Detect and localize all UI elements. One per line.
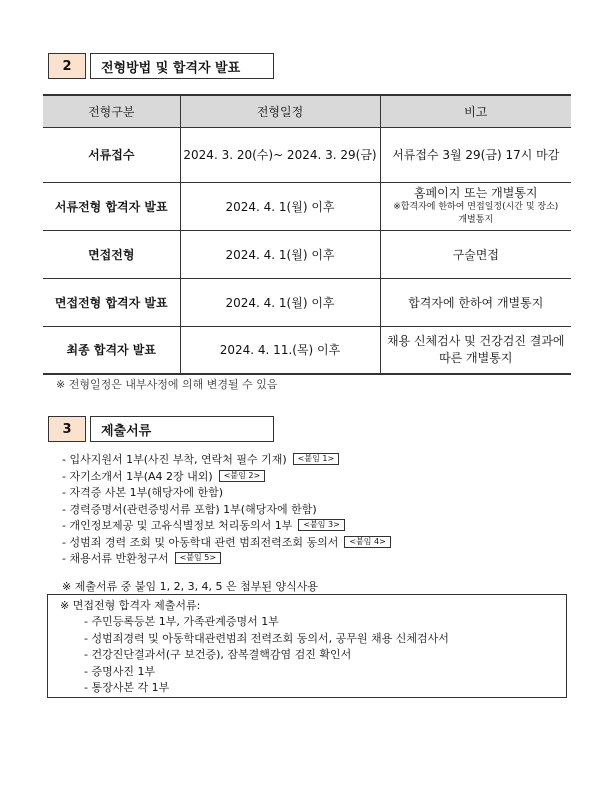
table-row <box>43 127 571 182</box>
interview-documents-box <box>47 594 567 698</box>
category-cell: 면접전형 <box>43 230 180 278</box>
category-cell: 서류접수 <box>43 127 180 182</box>
table-row <box>43 326 571 374</box>
date-cell: 2024. 4. 1(월) 이후 <box>180 230 380 278</box>
box-header: ※ 면접전형 합격자 제출서류: <box>60 599 201 612</box>
note-small-line: 개별통지 <box>458 214 494 225</box>
list-item: - 성범죄경력 및 아동학대관련범죄 전력조회 동의서, 공무원 채용 신체검사서 <box>84 631 449 645</box>
note-line: 구술면접 <box>452 247 499 262</box>
document-text: - 개인정보제공 및 고유식별정보 처리동의서 1부 <box>62 519 293 533</box>
document-text: - 채용서류 반환청구서 <box>62 552 169 566</box>
section-title: 전형방법 및 합격자 발표 <box>90 53 274 79</box>
document-text: - 경력증명서(관련증빙서류 포함) 1부(해당자에 한함) <box>62 502 317 516</box>
table-row <box>43 278 571 326</box>
document-text: - 자격증 사본 1부(해당자에 한함) <box>62 486 224 500</box>
list-item: - 주민등록등본 1부, 가족관계증명서 1부 <box>84 615 279 628</box>
note-line: 채용 신체검사 및 건강검진 결과에 <box>386 333 565 348</box>
attachment-tag: <붙임 3> <box>298 519 345 531</box>
list-item: - 통장사본 각 1부 <box>84 681 170 694</box>
section-number: 3 <box>48 416 86 442</box>
list-item: - 증명사진 1부 <box>84 664 156 678</box>
date-cell: 2024. 4. 11.(목) 이후 <box>180 326 380 374</box>
list-item <box>62 501 391 518</box>
date-cell: 2024. 4. 1(월) 이후 <box>180 278 380 326</box>
list-item <box>62 550 391 567</box>
section-2-header <box>48 53 274 79</box>
documents-note: ※ 제출서류 중 붙임 1, 2, 3, 4, 5 은 첨부된 양식사용 <box>62 580 319 593</box>
attachment-tag: <붙임 1> <box>293 453 340 465</box>
note-cell <box>380 182 571 230</box>
column-header: 전형구분 <box>43 95 180 127</box>
table-header-row <box>43 95 571 127</box>
note-cell <box>380 326 571 374</box>
note-line: 서류접수 3월 29(금) 17시 마감 <box>392 148 560 162</box>
document-text: - 자기소개서 1부(A4 2장 내외) <box>62 469 213 483</box>
attachment-tag: <붙임 5> <box>175 552 222 564</box>
category-cell: 최종 합격자 발표 <box>43 326 180 374</box>
attachment-tag: <붙임 4> <box>344 536 391 548</box>
document-list <box>62 451 391 567</box>
category-cell: 면접전형 합격자 발표 <box>43 278 180 326</box>
note-cell <box>380 230 571 278</box>
note-line: 합격자에 한하여 개별통지 <box>408 295 544 310</box>
list-item: - 건강진단결과서(구 보건증), 잠복결핵감염 검진 확인서 <box>84 648 352 661</box>
note-line: 홈페이지 또는 개별통지 <box>413 185 538 200</box>
note-small-line: ※합격자에 한하여 면접일정(시간 및 장소) <box>393 201 559 212</box>
table-row <box>43 182 571 230</box>
category-cell: 서류전형 합격자 발표 <box>43 182 180 230</box>
list-item <box>62 517 391 534</box>
document-text: - 성범죄 경력 조회 및 아동학대 관련 범죄전력조회 동의서 <box>62 535 339 549</box>
list-item <box>62 484 391 501</box>
list-item <box>62 451 391 468</box>
list-item <box>62 534 391 551</box>
attachment-tag: <붙임 2> <box>219 470 266 482</box>
section-title: 제출서류 <box>90 416 274 442</box>
note-cell <box>380 127 571 182</box>
list-item <box>62 468 391 485</box>
column-header: 비고 <box>380 95 571 127</box>
column-header: 전형일정 <box>180 95 380 127</box>
schedule-footnote: ※ 전형일정은 내부사정에 의해 변경될 수 있음 <box>56 378 278 391</box>
document-text: - 입사지원서 1부(사진 부착, 연락처 필수 기재) <box>62 453 287 467</box>
date-cell: 2024. 4. 1(월) 이후 <box>180 182 380 230</box>
section-3-header <box>48 416 274 442</box>
schedule-table <box>43 94 571 375</box>
section-number: 2 <box>48 53 86 79</box>
table-row <box>43 230 571 278</box>
note-line: 따른 개별통지 <box>439 350 513 365</box>
note-cell <box>380 278 571 326</box>
date-cell: 2024. 3. 20(수)~ 2024. 3. 29(금) <box>180 127 380 182</box>
